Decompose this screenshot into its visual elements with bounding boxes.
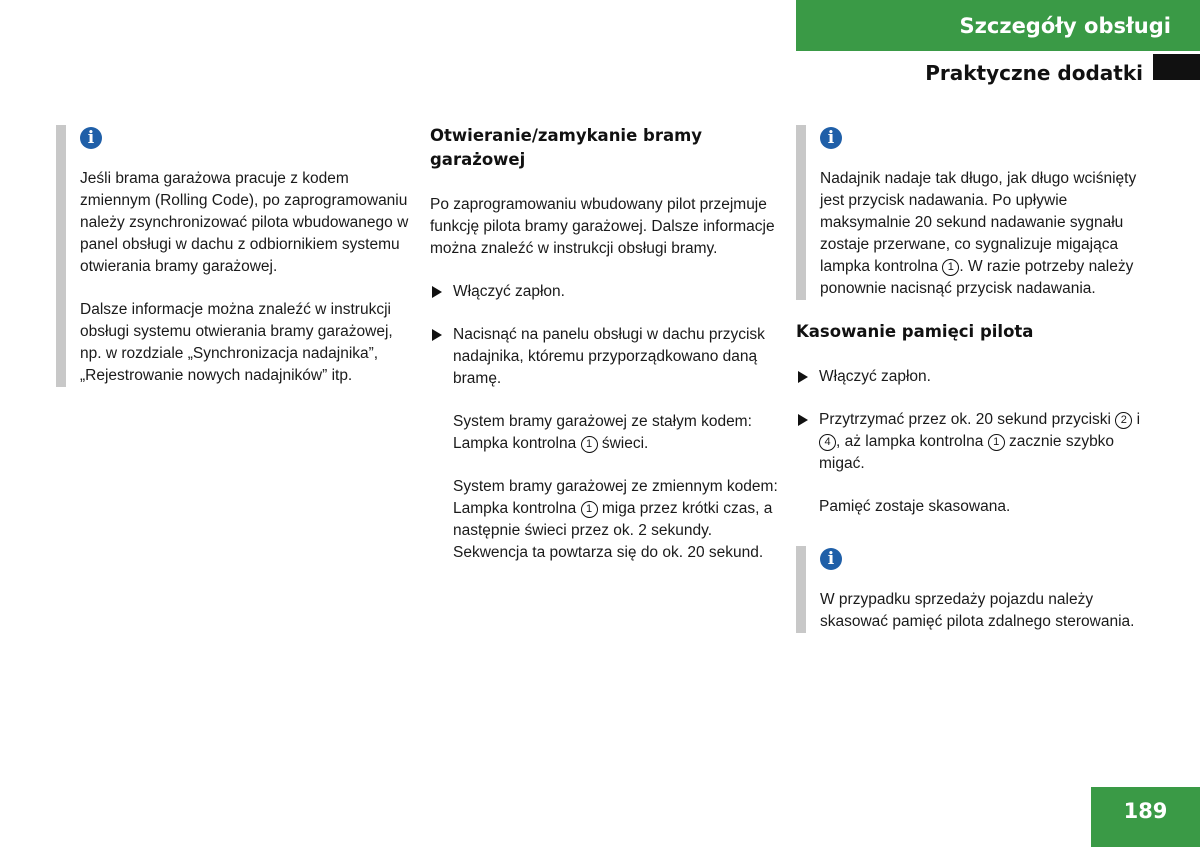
indicator-lamp-ref: 1 xyxy=(942,259,959,276)
note-paragraph: Jeśli brama garażowa pracuje z kodem zmiennym (Rolling Code), po zaprogramowaniu należy zsynchronizować pilota wbudowanego w panel obsługi w dachu z odbiornikiem systemu otwierania bramy garażowej. xyxy=(80,170,409,275)
note-paragraph: Nadajnik nadaje tak długo, jak długo wciśnięty jest przycisk nadawania. Po upływie maksymalnie 20 sekund nadawanie sygnału zostaje przerwane, co sygnalizuje migająca lampka kontrolna 1 . W razie potrzeby należy ponownie nacisnąć przycisk nadawania. xyxy=(820,170,1137,297)
page-number-tab xyxy=(1091,787,1200,847)
button-ref: 2 xyxy=(1115,412,1132,429)
info-icon: i xyxy=(820,548,842,570)
right-column xyxy=(796,320,1146,518)
middle-column xyxy=(430,124,780,564)
instruction-step xyxy=(796,409,1146,475)
result-text: Lampka kontrolna 1 świeci. xyxy=(453,435,649,452)
arrow-bullet-icon xyxy=(432,329,442,341)
note-paragraph: W przypadku sprzedaży pojazdu należy skasować pamięć pilota zdalnego sterowania. xyxy=(820,591,1135,630)
right-info-note-2 xyxy=(796,546,1152,633)
intro-paragraph: Po zaprogramowaniu wbudowany pilot przejmuje funkcję pilota bramy garażowej. Dalsze informacje można znaleźć w instrukcji obsługi bramy. xyxy=(430,196,775,257)
instruction-step xyxy=(430,281,780,303)
step-text: Przytrzymać przez ok. 20 sekund przyciski 2 i 4 , aż lampka kontrolna 1 zacznie szybko migać. xyxy=(819,411,1141,472)
result-heading: System bramy garażowej ze stałym kodem: xyxy=(453,413,752,430)
subsection-title: Praktyczne dodatki xyxy=(925,61,1143,85)
note-paragraph: Dalsze informacje można znaleźć w instrukcji obsługi systemu otwierania bramy garażowej, np. w rozdziale „Synchronizacja nadajnika”, „Rejestrowanie nowych nadajników” itp. xyxy=(80,301,393,384)
fixed-code-result xyxy=(430,411,780,455)
indicator-lamp-ref: 1 xyxy=(988,434,1005,451)
indicator-lamp-ref: 1 xyxy=(581,436,598,453)
subsection-marker xyxy=(1153,54,1200,80)
indicator-lamp-ref: 1 xyxy=(581,501,598,518)
arrow-bullet-icon xyxy=(798,371,808,383)
step-text: Nacisnąć na panelu obsługi w dachu przycisk nadajnika, któremu przyporządkowano daną bramę. xyxy=(453,326,765,387)
info-icon: i xyxy=(80,127,102,149)
result-heading: System bramy garażowej ze zmiennym kodem: xyxy=(453,478,778,495)
step-text: Włączyć zapłon. xyxy=(453,283,565,300)
right-info-note-1 xyxy=(796,125,1152,300)
section-tab xyxy=(796,0,1200,51)
info-icon: i xyxy=(820,127,842,149)
instruction-step xyxy=(796,366,1146,388)
page-number: 189 xyxy=(1123,799,1168,823)
result-text: Pamięć zostaje skasowana. xyxy=(819,498,1011,515)
section-title: Szczegóły obsługi xyxy=(959,13,1171,38)
instruction-step xyxy=(430,324,780,390)
section-heading: Kasowanie pamięci pilota xyxy=(796,322,1034,341)
arrow-bullet-icon xyxy=(798,414,808,426)
step-text: Włączyć zapłon. xyxy=(819,368,931,385)
button-ref: 4 xyxy=(819,434,836,451)
arrow-bullet-icon xyxy=(432,286,442,298)
section-heading: Otwieranie/zamykanie bramy garażowej xyxy=(430,126,703,169)
rolling-code-result xyxy=(430,476,780,564)
left-info-note xyxy=(56,125,412,387)
result-text: Lampka kontrolna 1 miga przez krótki czas, a następnie świeci przez ok. 2 sekundy. Sekwencja ta powtarza się do ok. 20 sekund. xyxy=(453,500,773,561)
